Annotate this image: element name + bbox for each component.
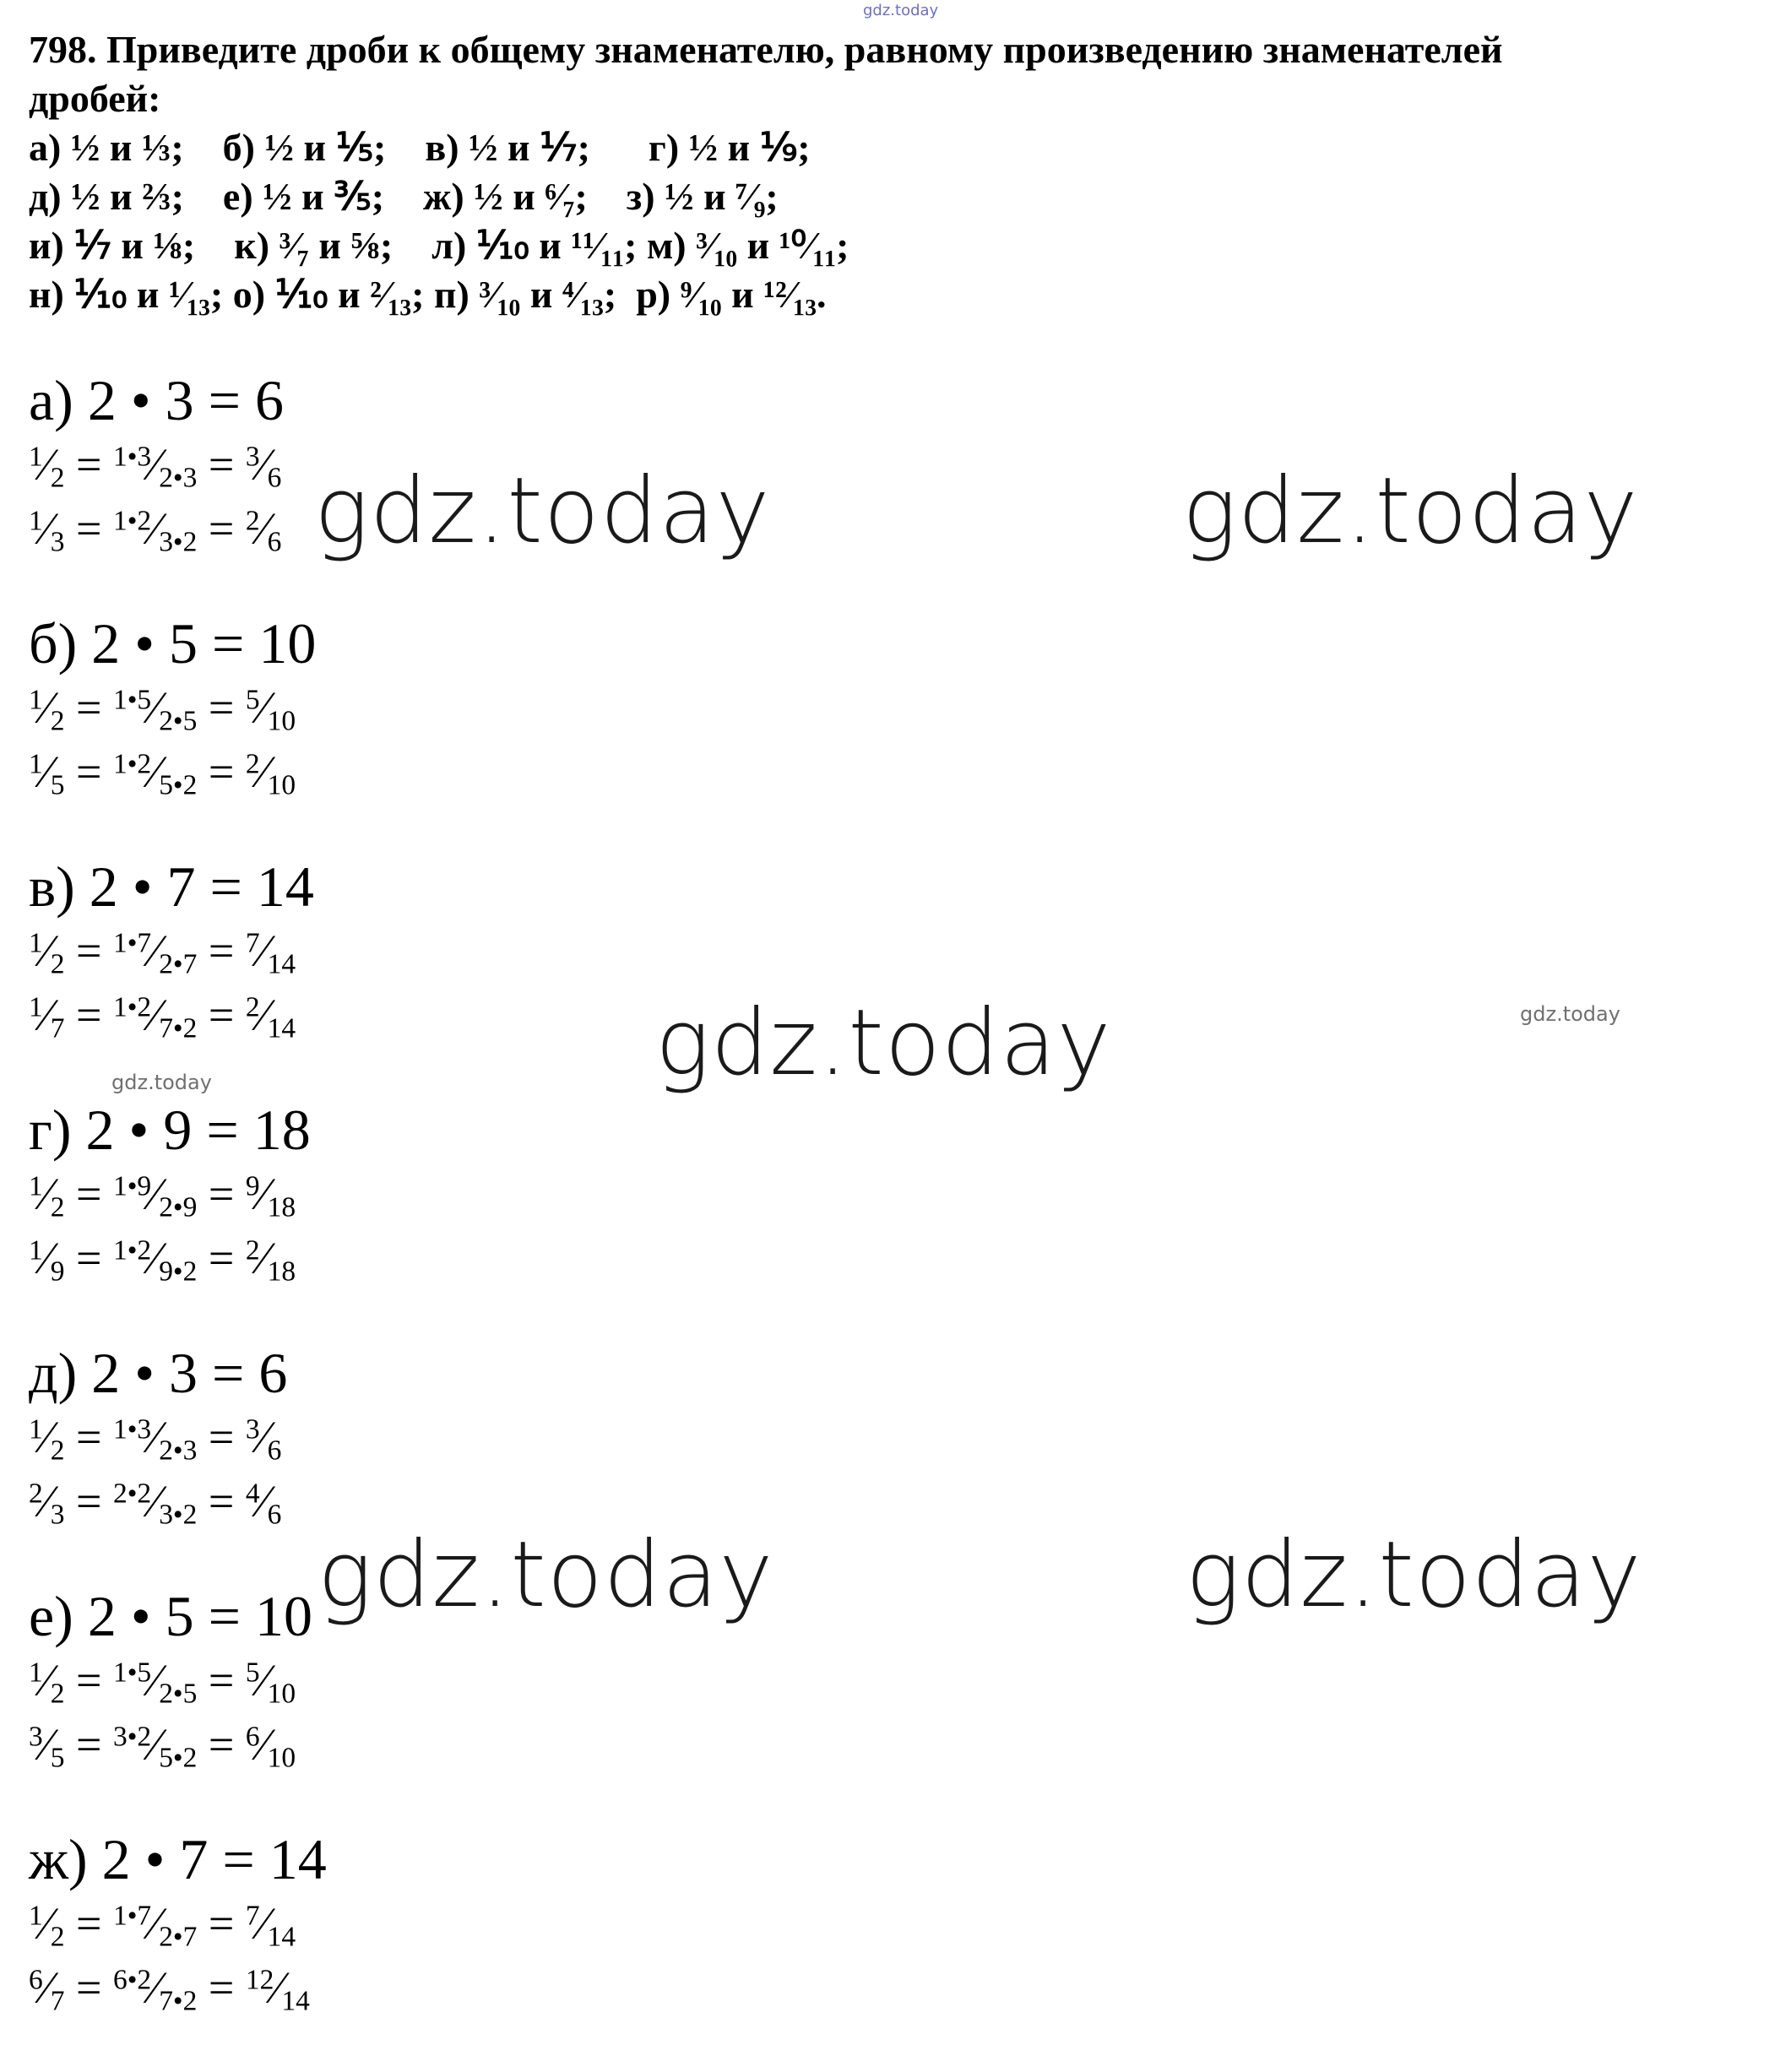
fraction-result: $^3⁄_6$ (245, 1412, 282, 1467)
solution-line (29, 1955, 327, 2020)
solution-line (29, 1712, 312, 1776)
solution-g (29, 1098, 311, 1290)
watermark-large: gdz.today (655, 990, 1112, 1096)
equals-sign: = (197, 1655, 246, 1706)
fraction-expanded: $^{1•2}⁄_{3•2}$ (112, 503, 198, 558)
fraction-original: $^1⁄_2$ (29, 439, 65, 494)
fraction-original: $^1⁄_7$ (29, 990, 65, 1044)
equals-sign: = (64, 1476, 113, 1527)
equals-sign: = (197, 439, 246, 490)
task-heading: 798. Приведите дроби к общему знаменателю, равному произведению знаменателей (29, 28, 1503, 71)
solution-heading: ж) 2 • 7 = 14 (29, 1827, 327, 1891)
fraction-result: $^6⁄_{10}$ (245, 1719, 296, 1774)
solution-a (29, 368, 284, 561)
watermark-large: gdz.today (317, 1522, 774, 1628)
equals-sign: = (197, 746, 246, 797)
equals-sign: = (64, 1898, 113, 1949)
solution-heading: в) 2 • 7 = 14 (29, 854, 314, 919)
fraction-expanded: $^{1•2}⁄_{9•2}$ (112, 1233, 198, 1288)
equals-sign: = (197, 1476, 246, 1527)
task-line-3: и) ⅐ и ⅛; к) ³⁄₇ и ⅝; л) ⅒ и ¹¹⁄₁₁; м) ³⁄₁₀ и ¹⁰⁄₁₁; (29, 224, 849, 267)
equals-sign: = (197, 682, 246, 733)
solution-heading: а) 2 • 3 = 6 (29, 368, 284, 432)
solution-line (29, 675, 316, 740)
solution-e (29, 1584, 312, 1776)
watermark-small: gdz.today (1520, 1002, 1620, 1026)
fraction-expanded: $^{1•5}⁄_{2•5}$ (112, 1655, 198, 1710)
solution-heading: д) 2 • 3 = 6 (29, 1341, 288, 1405)
solution-zh (29, 1827, 327, 2020)
fraction-expanded: $^{1•5}⁄_{2•5}$ (112, 682, 198, 737)
task-statement (29, 25, 1751, 319)
equals-sign: = (197, 925, 246, 976)
fraction-result: $^7⁄_{14}$ (245, 925, 296, 980)
fraction-original: $^1⁄_2$ (29, 682, 65, 737)
fraction-expanded: $^{1•2}⁄_{7•2}$ (112, 990, 198, 1044)
fraction-result: $^5⁄_{10}$ (245, 1655, 296, 1710)
equals-sign: = (197, 1412, 246, 1462)
solution-b (29, 611, 316, 804)
solution-line (29, 1648, 312, 1712)
watermark-top: gdz.today (863, 2, 939, 19)
equals-sign: = (197, 1962, 246, 2013)
solution-line (29, 919, 314, 983)
fraction-expanded: $^{1•9}⁄_{2•9}$ (112, 1169, 198, 1223)
task-line-1: а) ½ и ⅓; б) ½ и ⅕; в) ½ и ⅐; г) ½ и ⅑; (29, 126, 811, 169)
solution-heading: е) 2 • 5 = 10 (29, 1584, 312, 1648)
fraction-expanded: $^{3•2}⁄_{5•2}$ (112, 1719, 198, 1774)
fraction-expanded: $^{1•7}⁄_{2•7}$ (112, 925, 198, 980)
solution-line (29, 1162, 311, 1226)
fraction-expanded: $^{2•2}⁄_{3•2}$ (112, 1476, 198, 1531)
watermark-large: gdz.today (1186, 1522, 1642, 1628)
fraction-result: $^4⁄_6$ (245, 1476, 282, 1531)
fraction-result: $^3⁄_6$ (245, 439, 282, 494)
watermark-large: gdz.today (1182, 458, 1639, 564)
equals-sign: = (64, 1962, 113, 2013)
solution-v (29, 854, 314, 1047)
fraction-result: $^9⁄_{18}$ (245, 1169, 296, 1223)
equals-sign: = (197, 503, 246, 554)
fraction-original: $^3⁄_5$ (29, 1719, 65, 1774)
fraction-original: $^6⁄_7$ (29, 1962, 65, 2017)
fraction-result: $^2⁄_{18}$ (245, 1233, 296, 1288)
fraction-result: $^2⁄_{10}$ (245, 746, 296, 801)
equals-sign: = (64, 1719, 113, 1770)
solution-heading: б) 2 • 5 = 10 (29, 611, 317, 675)
solution-heading: г) 2 • 9 = 18 (29, 1098, 311, 1162)
fraction-expanded: $^{1•3}⁄_{2•3}$ (112, 1412, 198, 1467)
equals-sign: = (64, 1412, 113, 1462)
equals-sign: = (197, 1719, 246, 1770)
equals-sign: = (64, 1233, 113, 1283)
solution-line (29, 496, 284, 561)
equals-sign: = (197, 1169, 246, 1219)
fraction-original: $^2⁄_3$ (29, 1476, 65, 1531)
fraction-original: $^1⁄_9$ (29, 1233, 65, 1288)
fraction-original: $^1⁄_3$ (29, 503, 65, 558)
fraction-result: $^5⁄_{10}$ (245, 682, 296, 737)
equals-sign: = (64, 746, 113, 797)
fraction-original: $^1⁄_2$ (29, 1169, 65, 1223)
solution-line (29, 1891, 327, 1955)
solution-line (29, 432, 284, 496)
fraction-original: $^1⁄_2$ (29, 1898, 65, 1953)
solution-line (29, 983, 314, 1047)
equals-sign: = (64, 1169, 113, 1219)
fraction-original: $^1⁄_2$ (29, 1412, 65, 1467)
equals-sign: = (64, 925, 113, 976)
fraction-original: $^1⁄_2$ (29, 1655, 65, 1710)
solution-line (29, 1405, 287, 1469)
fraction-result: $^{12}⁄_{14}$ (245, 1962, 310, 2017)
equals-sign: = (64, 990, 113, 1040)
fraction-result: $^7⁄_{14}$ (245, 1898, 296, 1953)
equals-sign: = (197, 1233, 246, 1283)
fraction-expanded: $^{1•3}⁄_{2•3}$ (112, 439, 198, 494)
equals-sign: = (64, 439, 113, 490)
fraction-expanded: $^{6•2}⁄_{7•2}$ (112, 1962, 198, 2017)
solution-line (29, 1226, 311, 1290)
fraction-result: $^2⁄_{14}$ (245, 990, 296, 1044)
fraction-expanded: $^{1•2}⁄_{5•2}$ (112, 746, 198, 801)
equals-sign: = (64, 1655, 113, 1706)
equals-sign: = (197, 990, 246, 1040)
solution-d (29, 1341, 287, 1533)
fraction-original: $^1⁄_5$ (29, 746, 65, 801)
equals-sign: = (64, 682, 113, 733)
solution-line (29, 740, 316, 804)
task-heading-continued: дробей: (29, 77, 161, 120)
watermark-large: gdz.today (314, 458, 771, 564)
task-line-4: н) ⅒ и ¹⁄₁₃; о) ⅒ и ²⁄₁₃; п) ³⁄₁₀ и ⁴⁄₁₃; р) ⁹⁄₁₀ и ¹²⁄₁₃. (29, 273, 827, 316)
fraction-original: $^1⁄_2$ (29, 925, 65, 980)
equals-sign: = (64, 503, 113, 554)
task-line-2: д) ½ и ⅔; е) ½ и ⅗; ж) ½ и ⁶⁄₇; з) ½ и ⁷⁄₉; (29, 175, 779, 218)
fraction-result: $^2⁄_6$ (245, 503, 282, 558)
fraction-expanded: $^{1•7}⁄_{2•7}$ (112, 1898, 198, 1953)
solution-line (29, 1469, 287, 1533)
watermark-small: gdz.today (111, 1071, 212, 1094)
equals-sign: = (197, 1898, 246, 1949)
